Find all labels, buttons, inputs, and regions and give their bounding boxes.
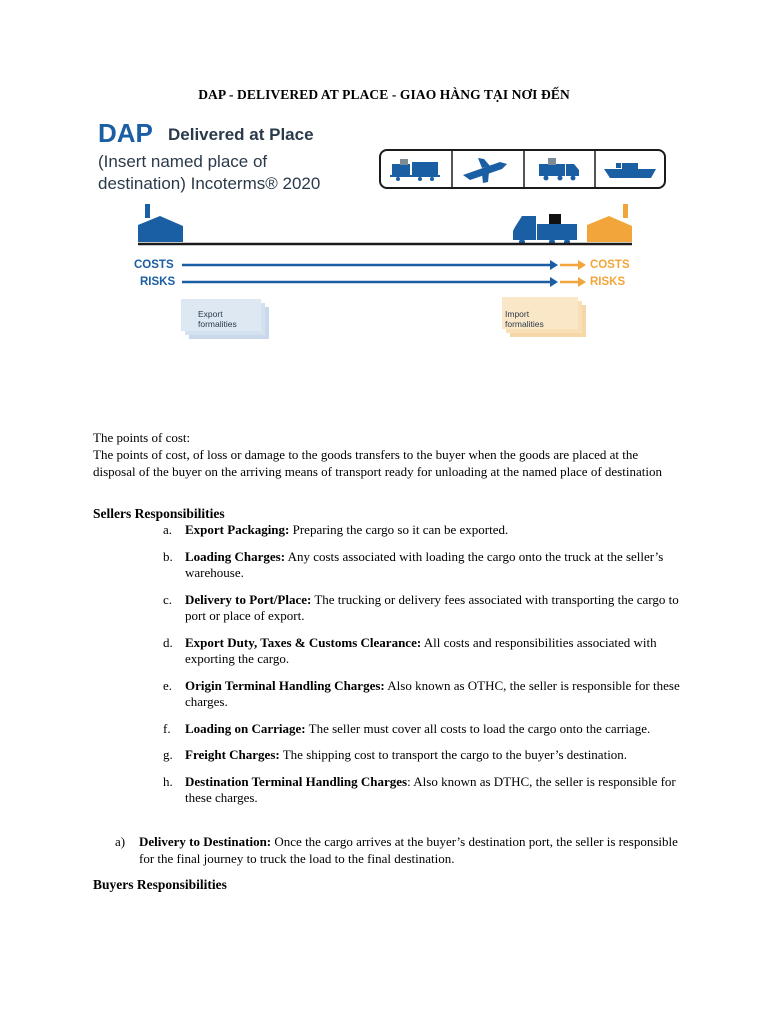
item-term: Export Packaging: bbox=[185, 522, 290, 537]
costs-label-left: COSTS bbox=[134, 259, 174, 271]
points-of-cost-text: The points of cost, of loss or damage to the goods transfers to the buyer when the goods are placed at the disposal of the buyer on the arriving means of transport ready for unloading at the named place of destination bbox=[93, 447, 662, 479]
item-text: Preparing the cargo so it can be exported. bbox=[289, 522, 509, 537]
item-text: The trucking or delivery fees associated with transporting the cargo to port or place of export. bbox=[185, 591, 679, 623]
buyers-heading: Buyers Responsibilities bbox=[93, 877, 227, 892]
risks-label-left: RISKS bbox=[140, 276, 176, 288]
list-item bbox=[93, 522, 683, 539]
page-title: DAP - DELIVERED AT PLACE - GIAO HÀNG TẠI NƠI ĐẾN bbox=[198, 87, 570, 102]
dap-incoterms-figure bbox=[90, 112, 680, 352]
list-item bbox=[93, 592, 683, 625]
item-text: The seller must cover all costs to load the cargo onto the carriage. bbox=[305, 720, 651, 736]
arrowhead bbox=[578, 277, 586, 287]
arrowhead bbox=[550, 260, 558, 270]
sellers-list bbox=[93, 522, 683, 817]
item-term: Freight Charges: bbox=[185, 747, 280, 762]
list-marker: b. bbox=[163, 548, 173, 564]
list-marker: a. bbox=[163, 522, 173, 537]
list-item bbox=[93, 774, 683, 807]
list-marker: f. bbox=[163, 720, 171, 736]
list-item bbox=[93, 635, 683, 668]
item-term: Loading on Carriage: bbox=[185, 720, 306, 736]
buyer-factory-icon bbox=[587, 204, 632, 242]
figure-caption-line2: destination) Incoterms® 2020 bbox=[98, 174, 321, 193]
list-item bbox=[93, 549, 683, 582]
list-item-delivery bbox=[93, 834, 683, 867]
figure-caption-line1: (Insert named place of bbox=[98, 152, 268, 171]
item-term: Delivery to Port/Place: bbox=[185, 591, 312, 607]
dap-diagram bbox=[90, 112, 680, 352]
list-marker: d. bbox=[163, 634, 173, 650]
seller-factory-icon bbox=[138, 204, 183, 242]
item-body bbox=[93, 834, 683, 867]
item-term: Export Duty, Taxes & Customs Clearance: bbox=[185, 634, 422, 650]
delivery-truck-icon bbox=[513, 214, 577, 245]
points-of-cost-label: The points of cost: bbox=[93, 430, 191, 445]
item-text: : Also known as DTHC, the seller is responsible for these charges. bbox=[185, 773, 676, 805]
item-text: Also known as OTHC, the seller is responsible for these charges. bbox=[185, 677, 680, 709]
list-marker: g. bbox=[163, 747, 173, 762]
import-line1: Import bbox=[505, 309, 530, 319]
list-marker: h. bbox=[163, 773, 173, 789]
dap-logo-text: DAP bbox=[98, 118, 153, 148]
costs-label-right: COSTS bbox=[590, 259, 630, 271]
item-term: Origin Terminal Handling Charges: bbox=[185, 677, 385, 693]
import-line2: formalities bbox=[505, 319, 544, 329]
dap-subtitle: Delivered at Place bbox=[168, 125, 314, 144]
list-marker: c. bbox=[163, 591, 173, 607]
list-item bbox=[93, 678, 683, 711]
item-text: Any costs associated with loading the cargo onto the truck at the seller’s warehouse. bbox=[185, 548, 664, 580]
item-term: Destination Terminal Handling Charges bbox=[185, 773, 408, 789]
export-formalities-label bbox=[198, 309, 237, 329]
import-formalities-label bbox=[505, 309, 544, 329]
list-marker: e. bbox=[163, 677, 173, 693]
arrowhead bbox=[550, 277, 558, 287]
points-of-cost-section bbox=[93, 429, 683, 480]
item-text: All costs and responsibilities associated with exporting the cargo. bbox=[185, 634, 657, 666]
list-item bbox=[93, 747, 683, 764]
item-term: Delivery to Destination: bbox=[139, 834, 272, 849]
list-marker: a) bbox=[115, 834, 126, 849]
item-term: Loading Charges: bbox=[185, 548, 286, 564]
sellers-heading: Sellers Responsibilities bbox=[93, 506, 225, 521]
item-text: The shipping cost to transport the cargo to the buyer’s destination. bbox=[279, 747, 628, 762]
risks-label-right: RISKS bbox=[590, 276, 626, 288]
arrowhead bbox=[578, 260, 586, 270]
export-line1: Export bbox=[198, 309, 223, 319]
export-line2: formalities bbox=[198, 319, 237, 329]
list-item bbox=[93, 721, 683, 738]
item-text: Once the cargo arrives at the buyer’s destination port, the seller is responsible for the final journey to truck the load to the final destination. bbox=[139, 834, 678, 866]
